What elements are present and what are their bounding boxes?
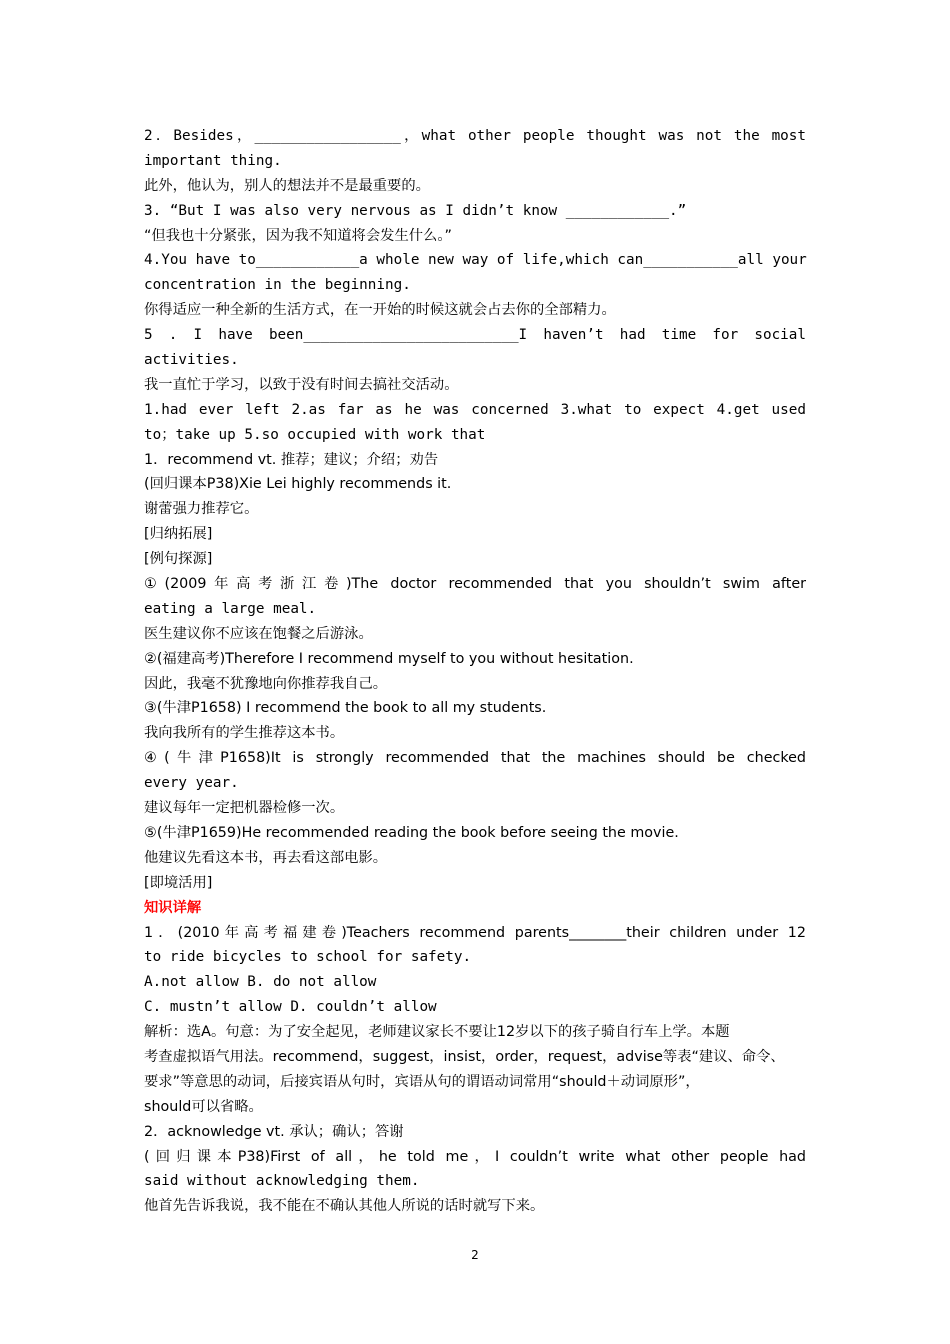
- text-line: 5 . I have been_________________________I haven’t had time for social: [144, 327, 806, 344]
- text-line: [例句探源]: [144, 551, 213, 568]
- text-line: (回归课本P38)Xie Lei highly recommends it.: [144, 476, 452, 493]
- text-line: 医生建议你不应该在饱餐之后游泳。: [144, 625, 373, 642]
- text-line: ①(2009年高考浙江卷)The doctor recommended that you shouldn’t swim after: [144, 576, 806, 593]
- text-line: to ride bicycles to school for safety.: [144, 949, 472, 966]
- text-line: 解析：选A。句意：为了安全起见，老师建议家长不要让12岁以下的孩子骑自行车上学。本题: [144, 1024, 730, 1041]
- text-line: 此外，他认为，别人的想法并不是最重要的。: [144, 177, 430, 194]
- text-line: 你得适应一种全新的生活方式，在一开始的时候这就会占去你的全部精力。: [144, 302, 616, 319]
- text-line: (回归课本P38)First of all，he told me，I couldn’t write what other people had: [144, 1148, 806, 1165]
- text-line: C. mustn’t allow D. couldn’t allow: [144, 999, 437, 1016]
- text-line: [即境活用]: [144, 874, 213, 891]
- text-line: should可以省略。: [144, 1098, 263, 1115]
- text-line: 3. “But I was also very nervous as I didn’t know ____________.”: [144, 202, 687, 219]
- text-line: 1.had ever left 2.as far as he was concerned 3.what to expect 4.get used: [144, 401, 806, 418]
- text-line: [归纳拓展]: [144, 526, 213, 543]
- text-line: ⑤(牛津P1659)He recommended reading the book before seeing the movie.: [144, 824, 679, 841]
- text-line: 2．acknowledge vt. 承认；确认；答谢: [144, 1123, 404, 1140]
- text-line: important thing.: [144, 152, 282, 169]
- text-line: ④(牛津P1658)It is strongly recommended that the machines should be checked: [144, 750, 806, 767]
- text-line: 2．Besides，_________________，what other people thought was not the most: [144, 128, 806, 144]
- text-line: said without acknowledging them.: [144, 1173, 420, 1190]
- text-line: “但我也十分紧张，因为我不知道将会发生什么。”: [144, 227, 452, 244]
- text-line: eating a large meal.: [144, 600, 317, 617]
- text-line: ②(福建高考)Therefore I recommend myself to you without hesitation.: [144, 650, 634, 667]
- text-line: concentration in the beginning.: [144, 277, 411, 294]
- text-line: 因此，我毫不犹豫地向你推荐我自己。: [144, 675, 388, 692]
- text-line: 建议每年一定把机器检修一次。: [144, 800, 345, 817]
- text-line: 谢蕾强力推荐它。: [144, 501, 259, 518]
- text-line: 我一直忙于学习，以致于没有时间去搞社交活动。: [144, 376, 459, 393]
- text-line: 考查虚拟语气用法。recommend，suggest，insist，order，request，advise等表“建议、命令、: [144, 1048, 785, 1065]
- text-line: 我向我所有的学生推荐这本书。: [144, 725, 345, 742]
- text-line: every year.: [144, 775, 239, 792]
- text-line: 4.You have to____________a whole new way of life,which can___________all your: [144, 252, 807, 269]
- text-line: 要求”等意思的动词，后接宾语从句时，宾语从句的谓语动词常用“should＋动词原形”，: [144, 1073, 700, 1090]
- text-line: 他首先告诉我说，我不能在不确认其他人所说的话时就写下来。: [144, 1198, 545, 1215]
- text-line: 他建议先看这本书，再去看这部电影。: [144, 849, 388, 866]
- text-line: activities.: [144, 352, 239, 369]
- section-heading: 知识详解: [144, 899, 202, 916]
- document-body: [144, 124, 806, 1219]
- text-line: 1．(2010年高考福建卷)Teachers recommend parents________their children under 12: [144, 924, 806, 941]
- page-number: 2: [471, 1248, 479, 1262]
- text-line: to；take up 5.so occupied with work that: [144, 426, 486, 443]
- text-line: A.not allow B. do not allow: [144, 974, 377, 991]
- text-line: 1．recommend vt. 推荐；建议；介绍；劝告: [144, 451, 439, 468]
- text-line: ③(牛津P1658) I recommend the book to all my students.: [144, 700, 547, 717]
